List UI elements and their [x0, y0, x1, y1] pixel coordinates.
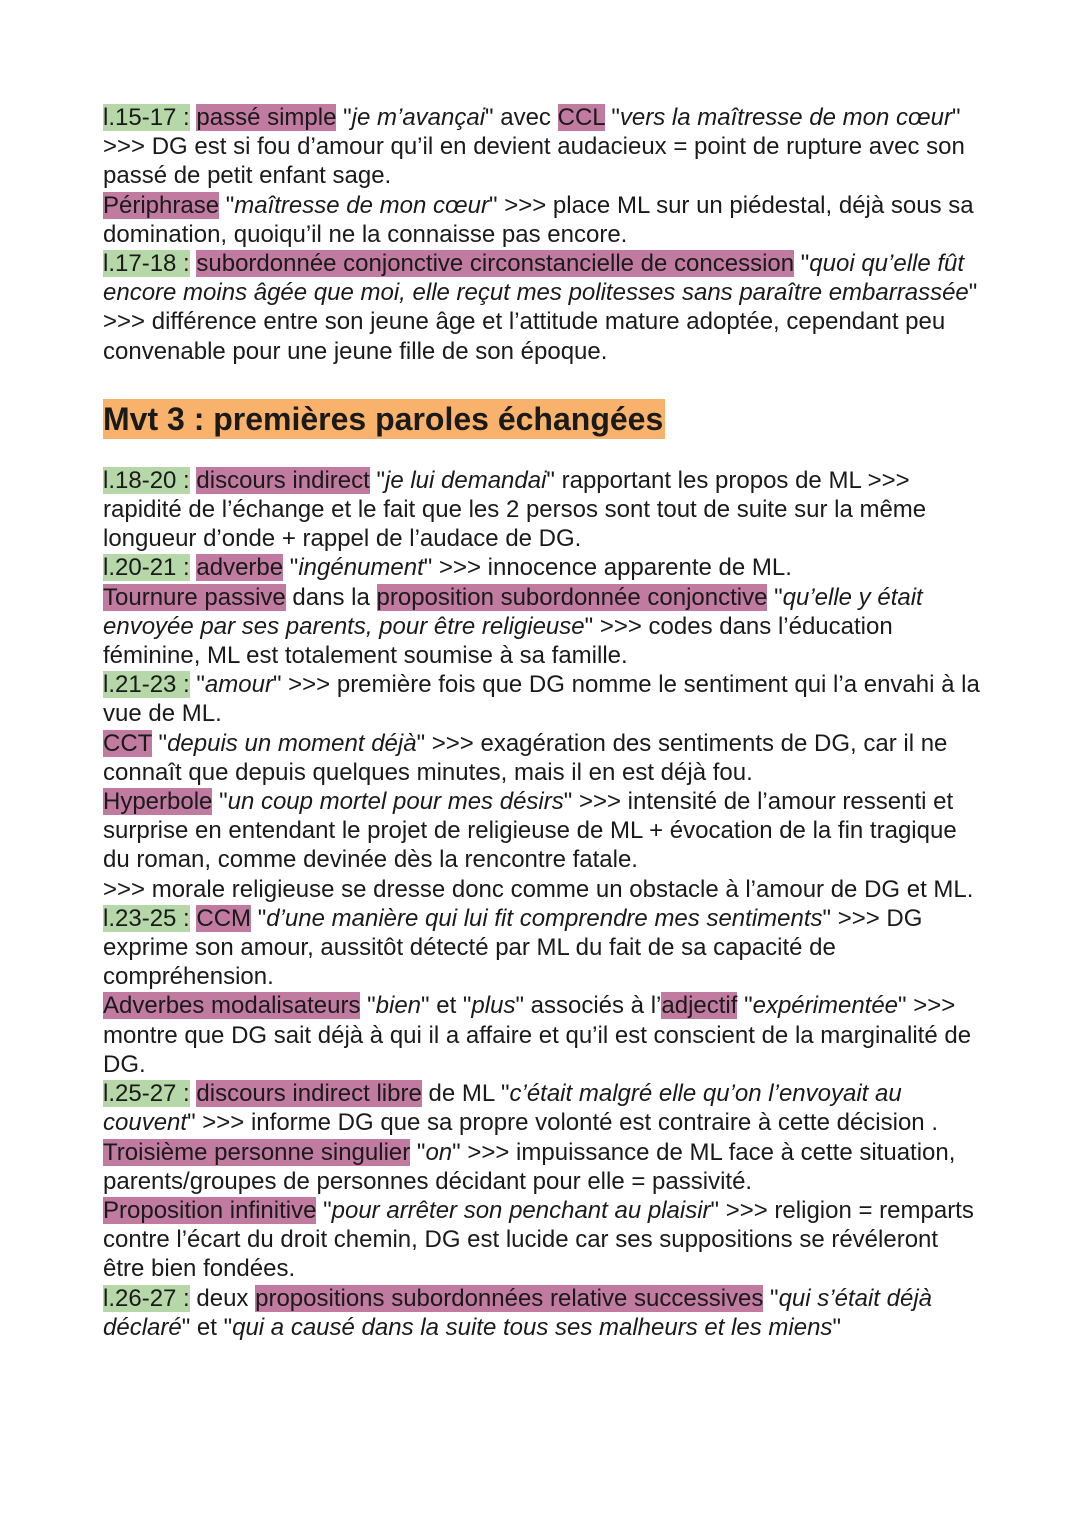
paragraph-hyperbole	[103, 787, 983, 875]
text: " >>> DG exprime son amour, aussitôt détecté par ML du fait de sa capacité de compréhension.	[103, 904, 923, 991]
quote: vers la maîtresse de mon cœur	[619, 104, 953, 131]
quote: c’était malgré elle qu’on l’envoyait au couvent	[103, 1080, 902, 1137]
grammar-term: CCT	[103, 729, 152, 757]
quote: quoi qu’elle fût encore moins âgée que moi, elle reçut mes politesses sans paraître embarrassée	[103, 250, 969, 307]
paragraph-periphrase	[103, 191, 983, 249]
quote: d’une manière qui lui fit comprendre mes sentiments	[266, 904, 823, 932]
text: dans la	[285, 583, 377, 611]
grammar-term: Périphrase	[103, 191, 220, 219]
grammar-term: proposition subordonnée conjonctive	[376, 583, 768, 611]
text: de ML "	[421, 1080, 510, 1108]
text: " >>> montre que DG sait déjà à qui il a affaire et qu’il est conscient de la marginalité de DG.	[103, 992, 972, 1078]
paragraph-l21-23	[103, 670, 983, 728]
quote: on	[425, 1138, 453, 1166]
text: " >>> exagération des sentiments de DG, car il ne connaît que depuis quelques minutes, mais il en est déjà fou.	[103, 729, 948, 786]
paragraph-l17-18	[103, 249, 983, 366]
grammar-term: Adverbes modalisateurs	[103, 992, 361, 1020]
text: "	[283, 554, 299, 582]
quote: amour	[204, 671, 273, 699]
text: " et "	[181, 1313, 233, 1341]
text: " et "	[421, 992, 472, 1020]
quote: je m’avançai	[351, 104, 486, 131]
text: "	[832, 1313, 841, 1341]
quote: maîtresse de mon cœur	[234, 191, 489, 219]
line-ref: l.18-20 :	[103, 466, 190, 494]
quote: plus	[471, 992, 516, 1020]
paragraph-l20-21	[103, 553, 983, 582]
document-page	[103, 103, 983, 1342]
quote: qu’elle y était envoyée par ses parents, pour être religieuse	[103, 583, 923, 640]
text: " >>> intensité de l’amour ressenti et surprise en entendant le projet de religieuse de ML + évocation de la fin tragique du roman, comme devinée dès la rencontre fatale.	[103, 788, 957, 874]
grammar-term: passé simple	[196, 104, 337, 131]
grammar-term: discours indirect	[196, 466, 370, 494]
grammar-term: Proposition infinitive	[103, 1196, 317, 1224]
grammar-term: CCL	[557, 104, 605, 131]
quote: qui a causé dans la suite tous ses malheurs et les miens	[232, 1313, 833, 1341]
paragraph-proposition-infinitive	[103, 1196, 983, 1284]
paragraph-tournure-passive	[103, 583, 983, 671]
text: "	[316, 1196, 332, 1224]
text: " associés à l’	[515, 992, 662, 1020]
grammar-term: subordonnée conjonctive circonstancielle de concession	[196, 250, 795, 278]
text: " avec	[485, 104, 558, 131]
grammar-term: discours indirect libre	[196, 1080, 422, 1108]
text: deux	[189, 1284, 256, 1312]
text: " >>> place ML sur un piédestal, déjà sous sa domination, quoiqu’il ne la connaisse pas encore.	[103, 191, 974, 248]
paragraph-troisieme-personne	[103, 1138, 983, 1196]
grammar-term: CCM	[196, 904, 252, 932]
text: "	[763, 1284, 779, 1312]
paragraph-l18-20	[103, 466, 983, 554]
text: "	[369, 466, 385, 494]
line-ref: l.15-17 :	[103, 104, 190, 131]
grammar-term: adjectif	[661, 992, 738, 1020]
paragraph-l25-27	[103, 1079, 983, 1137]
text: " >>> impuissance de ML face à cette situation, parents/groupes de personnes décidant pour elle = passivité.	[103, 1138, 956, 1195]
text: "	[737, 992, 753, 1020]
grammar-term: adverbe	[196, 554, 284, 582]
text: "	[604, 104, 620, 131]
line-ref: l.26-27 :	[103, 1284, 190, 1312]
line-ref: l.21-23 :	[103, 671, 190, 699]
line-ref: l.25-27 :	[103, 1080, 190, 1108]
text: " >>> DG est si fou d’amour qu’il en devient audacieux = point de rupture avec son passé de petit enfant sage.	[103, 104, 965, 190]
text: "	[189, 671, 205, 699]
quote: ingénument	[298, 554, 424, 582]
quote: pour arrêter son penchant au plaisir	[331, 1196, 711, 1224]
text: " >>> codes dans l’éducation féminine, ML est totalement soumise à sa famille.	[103, 612, 893, 670]
line-ref: l.20-21 :	[103, 554, 190, 582]
paragraph-l26-27	[103, 1284, 983, 1342]
line-ref: l.23-25 :	[103, 904, 190, 932]
text: " >>> religion = remparts contre l’écart du droit chemin, DG est lucide car ses suppositions se révéleront être bien fondées.	[103, 1196, 974, 1283]
quote: je lui demandai	[384, 466, 547, 494]
text: " >>> différence entre son jeune âge et l’attitude mature adoptée, cependant peu convenable pour une jeune fille de son époque.	[103, 279, 978, 365]
grammar-term: Troisième personne singulier	[103, 1138, 411, 1166]
text: "	[794, 250, 810, 278]
quote: depuis un moment déjà	[167, 729, 417, 757]
quote: bien	[375, 992, 422, 1020]
grammar-term: Tournure passive	[103, 583, 286, 611]
text: "	[151, 729, 168, 757]
paragraph-adverbes	[103, 991, 983, 1079]
text: "	[360, 992, 376, 1020]
text: "	[767, 583, 783, 611]
paragraph-cct	[103, 729, 983, 787]
quote: qui s’était déjà déclaré	[103, 1284, 933, 1341]
text: "	[251, 904, 267, 932]
line-ref: l.17-18 :	[103, 250, 190, 278]
text: "	[410, 1138, 426, 1166]
text: " rapportant les propos de ML >>> rapidité de l’échange et le fait que les 2 persos sont tout de suite sur la même longueur d’onde + rappel de l’audace de DG.	[103, 466, 927, 553]
text: " >>> informe DG que sa propre volonté est contraire à cette décision .	[187, 1109, 938, 1137]
paragraph-l15-17	[103, 103, 983, 191]
text: "	[219, 191, 235, 219]
grammar-term: propositions subordonnées relative successives	[255, 1284, 764, 1312]
text: " >>> première fois que DG nomme le sentiment qui l’a envahi à la vue de ML.	[103, 671, 980, 728]
text: " >>> innocence apparente de ML.	[423, 554, 792, 582]
quote: un coup mortel pour mes désirs	[227, 788, 564, 816]
text: "	[212, 788, 228, 816]
quote: expérimentée	[752, 992, 899, 1020]
grammar-term: Hyperbole	[103, 788, 213, 816]
paragraph-l23-25	[103, 904, 983, 992]
text: "	[336, 104, 352, 131]
paragraph-conclusion: >>> morale religieuse se dresse donc comme un obstacle à l’amour de DG et ML.	[103, 875, 974, 903]
section-heading: Mvt 3 : premières paroles échangées	[103, 400, 664, 437]
